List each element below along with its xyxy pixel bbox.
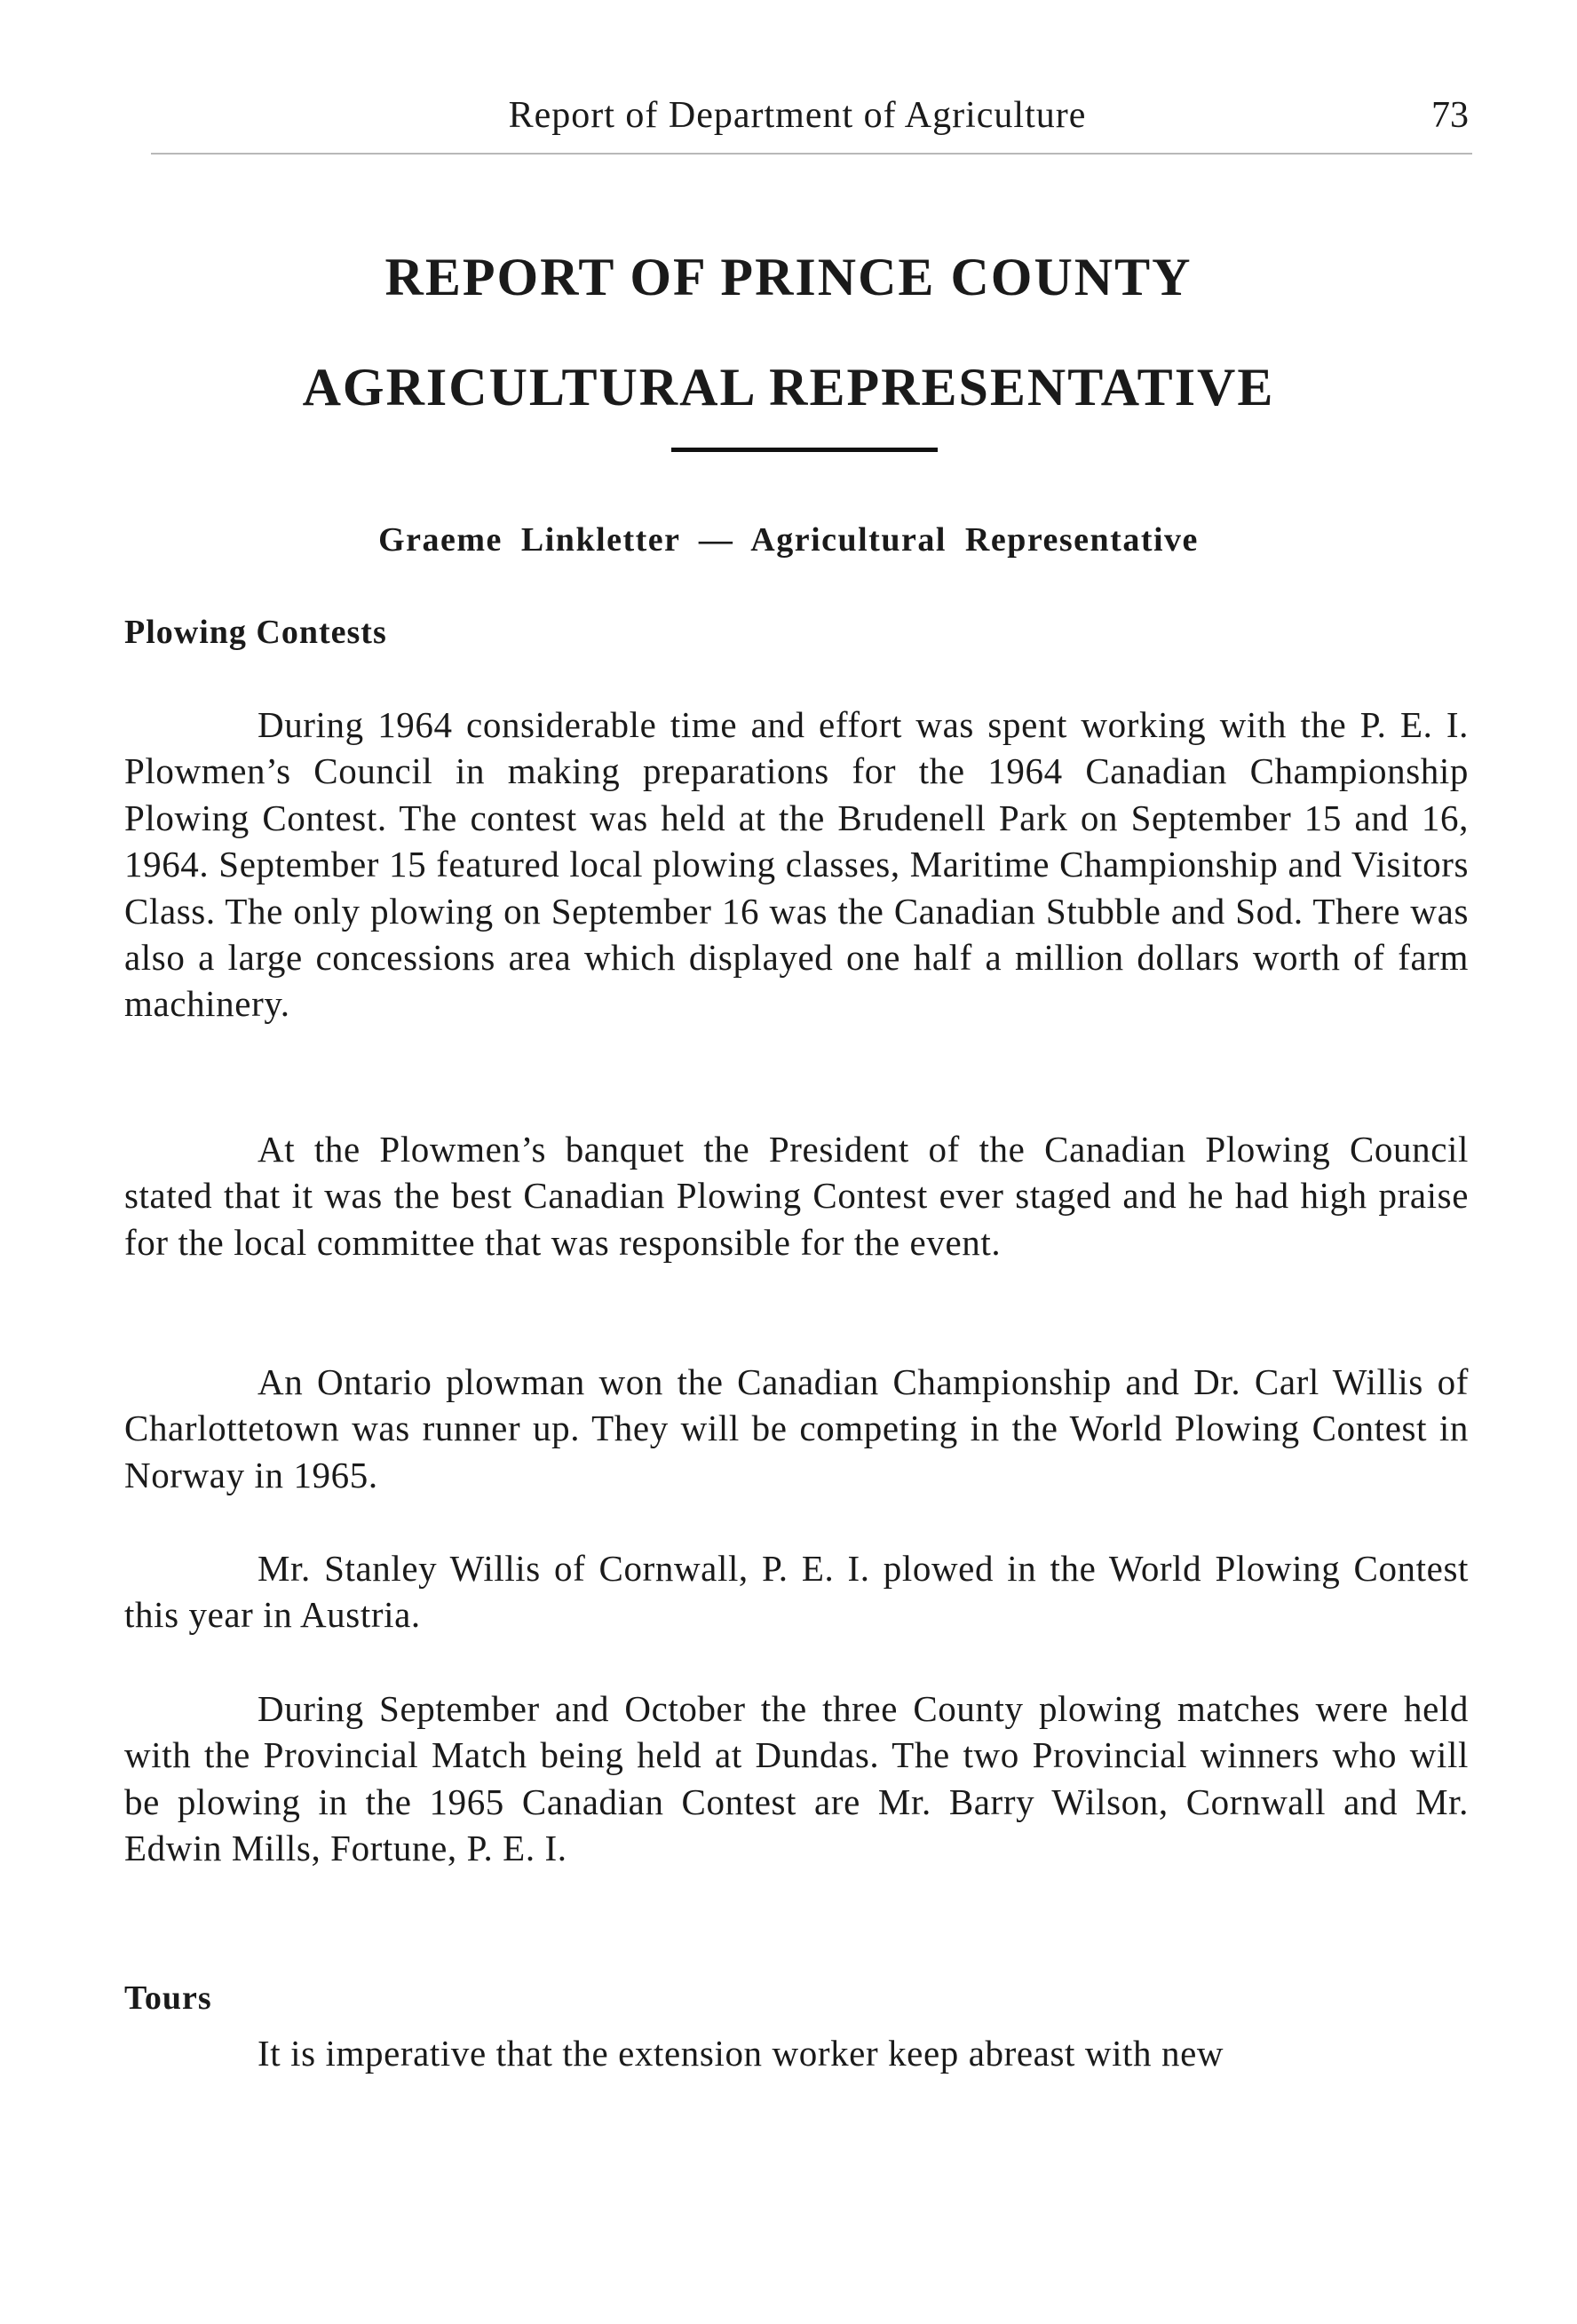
header-rule (151, 153, 1472, 155)
paragraph: It is imperative that the extension worker keep abreast with new (258, 2033, 1224, 2074)
section-heading-tours: Tours (124, 1979, 212, 2017)
page-number: 73 (1431, 95, 1469, 136)
title-underline-rule (671, 448, 938, 452)
paragraph: During September and October the three County plowing matches were held with the Provincial Match being held at Dundas. The two Provincial winners who will be plowing in the 1965 Canadian Contest are Mr. Barry Wilson, Cornwall and Mr. Edwin Mills, Fortune, P. E. I. (124, 1688, 1469, 1869)
paragraph: At the Plowmen’s banquet the President of the Canadian Plowing Council stated that it was the best Canadian Plowing Contest ever staged and he had high praise for the local committee that was responsible for the event. (124, 1129, 1469, 1263)
running-title: Report of Department of Agriculture (508, 95, 1087, 136)
report-title-line-2: AGRICULTURAL REPRESENTATIVE (302, 358, 1275, 416)
running-header (123, 89, 1472, 142)
report-title-line-1: REPORT OF PRINCE COUNTY (384, 248, 1193, 306)
section-heading-plowing-contests: Plowing Contests (124, 614, 387, 651)
author-byline: Graeme Linkletter — Agricultural Representative (378, 521, 1199, 559)
paragraph: Mr. Stanley Willis of Cornwall, P. E. I. plowed in the World Plowing Contest this year in Austria. (124, 1548, 1469, 1636)
paragraph: An Ontario plowman won the Canadian Championship and Dr. Carl Willis of Charlottetown was runner up. They will be competing in the World Plowing Contest in Norway in 1965. (124, 1361, 1469, 1495)
paragraph: During 1964 considerable time and effort was spent working with the P. E. I. Plowmen’s Council in making preparations for the 1964 Canadian Championship Plowing Contest. The contest was held at the Brudenell Park on September 15 and 16, 1964. September 15 featured local plowing classes, Maritime Championship and Visitors Class. The only plowing on September 16 was the Canadian Stubble and Sod. There was also a large concessions area which displayed one half a million dollars worth of farm machinery. (124, 704, 1469, 1025)
